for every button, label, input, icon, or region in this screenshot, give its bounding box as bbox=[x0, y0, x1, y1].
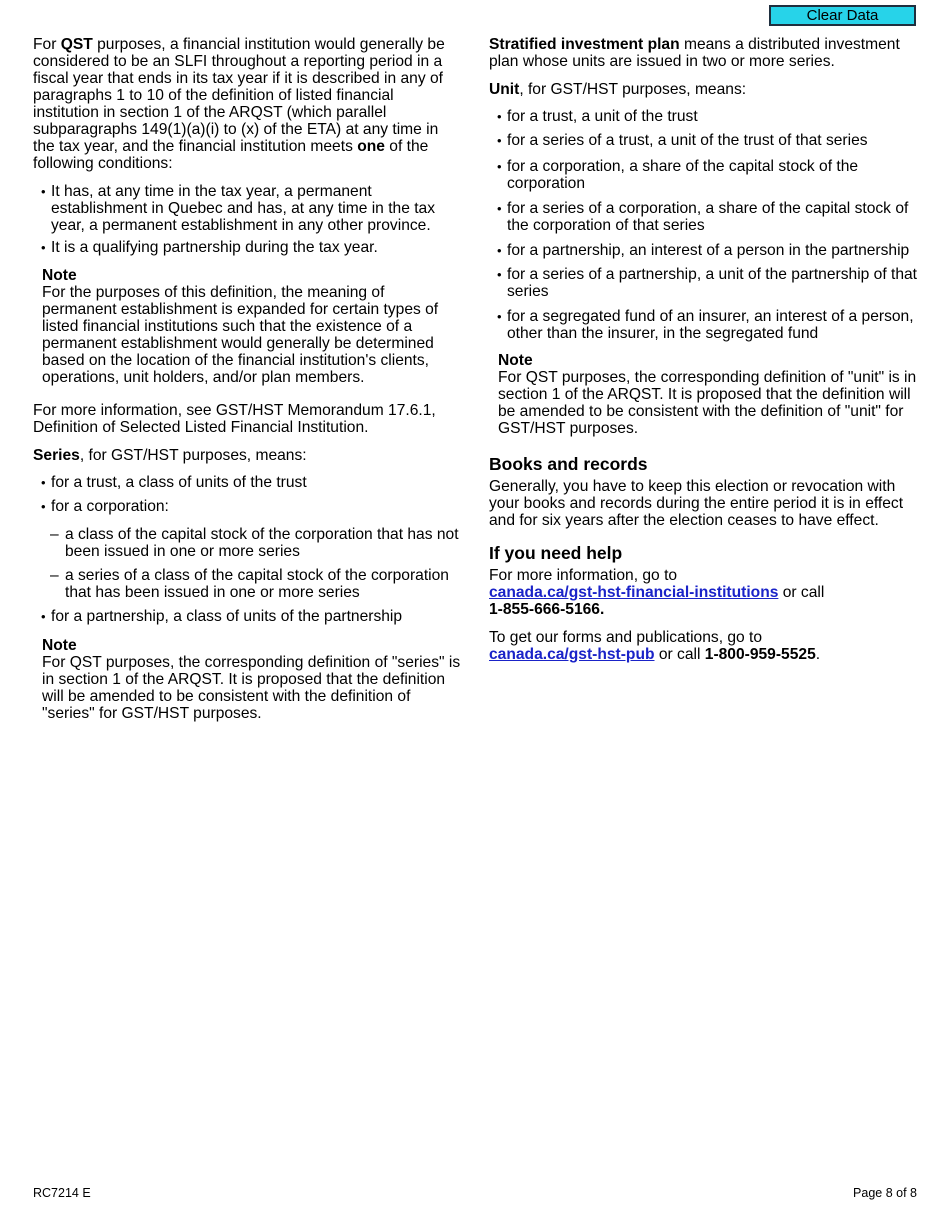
list-item: – a series of a class of the capital stock of the corporation that has been issued in one or more series bbox=[65, 567, 463, 601]
books-records-heading: Books and records bbox=[489, 454, 648, 474]
note-permanent-establishment bbox=[33, 267, 463, 386]
text: of the following conditions: bbox=[33, 138, 429, 172]
one-emphasis: one bbox=[357, 138, 385, 155]
series-sub-list bbox=[33, 526, 463, 601]
text: For bbox=[33, 36, 61, 53]
series-list bbox=[33, 474, 463, 515]
list-item: • for a trust, a unit of the trust bbox=[489, 108, 921, 125]
note-title: Note bbox=[42, 267, 77, 284]
list-item: • for a corporation, a share of the capital stock of the corporation bbox=[489, 158, 921, 192]
clear-data-button[interactable]: Clear Data bbox=[769, 5, 916, 26]
list-item: • for a series of a corporation, a share of the capital stock of the corporation of that series bbox=[489, 200, 921, 234]
more-info-paragraph: For more information, see GST/HST Memorandum 17.6.1, Definition of Selected Listed Financial Institution. bbox=[33, 402, 436, 436]
list-item: • It has, at any time in the tax year, a permanent establishment in Quebec and has, at any time in the tax year, a permanent establishment in any other province. bbox=[33, 183, 463, 234]
financial-institutions-link[interactable]: canada.ca/gst-hst-financial-institutions bbox=[489, 584, 779, 601]
note-body: For QST purposes, the corresponding definition of "unit" is in section 1 of the ARQST. It is proposed that the definition will be amended to be consistent with the definition of "unit" for GST/HST purposes. bbox=[498, 369, 917, 437]
note-body: For QST purposes, the corresponding definition of "series" is in section 1 of the ARQST. It is proposed that the definition will be amended to be consistent with the definition of "series" for GST/HST purposes. bbox=[42, 654, 461, 722]
list-item: • for a corporation: bbox=[33, 498, 463, 515]
note-title: Note bbox=[42, 637, 77, 654]
help-forms bbox=[489, 629, 921, 663]
list-item: • It is a qualifying partnership during the tax year. bbox=[33, 239, 463, 256]
text: . bbox=[815, 646, 821, 663]
unit-definition bbox=[489, 81, 921, 98]
list-item: • for a partnership, an interest of a person in the partnership bbox=[489, 242, 921, 259]
left-column bbox=[33, 36, 463, 722]
text: For more information, go to bbox=[489, 567, 678, 584]
note-unit bbox=[489, 352, 921, 437]
text: , for GST/HST purposes, means: bbox=[519, 81, 747, 98]
qst-term: QST bbox=[60, 36, 93, 53]
unit-list bbox=[489, 108, 921, 342]
phone-number: 1-800-959-5525 bbox=[704, 646, 816, 663]
note-body: For the purposes of this definition, the meaning of permanent establishment is expanded for certain types of listed financial institutions such that the existence of a permanent establishment would generally be determined based on the location of the financial institution's clients, operations, unit holders, and/or plan members. bbox=[42, 284, 439, 386]
text: purposes, a financial institution would generally be considered to be an SLFI throughout a reporting period in a fiscal year that ends in its tax year if it is described in any of paragraphs 1 to 10 of the definition of listed financial institution in section 1 of the ARQST (which parallel subparagraphs 149(1)(a)(i) to (x) of the ETA) at any time in the tax year, and the financial institution meets bbox=[33, 36, 445, 155]
text: To get our forms and publications, go to bbox=[489, 629, 763, 646]
stratified-definition bbox=[489, 36, 921, 70]
text: , for GST/HST purposes, means: bbox=[79, 447, 307, 464]
qst-definition-paragraph bbox=[33, 36, 463, 172]
series-definition bbox=[33, 447, 463, 464]
list-item: • for a series of a trust, a unit of the trust of that series bbox=[489, 132, 921, 149]
books-records-body: Generally, you have to keep this election or revocation with your books and records during the entire period it is in effect and for six years after the election ceases to have effect. bbox=[489, 478, 904, 529]
help-more-info bbox=[489, 567, 921, 618]
help-heading: If you need help bbox=[489, 543, 623, 563]
series-term: Series bbox=[33, 447, 80, 464]
list-item: • for a partnership, a class of units of the partnership bbox=[33, 608, 463, 625]
unit-term: Unit bbox=[489, 81, 520, 98]
gst-hst-pub-link[interactable]: canada.ca/gst-hst-pub bbox=[489, 646, 655, 663]
list-item: • for a segregated fund of an insurer, an interest of a person, other than the insurer, in the segregated fund bbox=[489, 308, 921, 342]
note-title: Note bbox=[498, 352, 533, 369]
stratified-term: Stratified investment plan bbox=[489, 36, 680, 53]
list-item: • for a series of a partnership, a unit of the partnership of that series bbox=[489, 266, 921, 300]
right-column bbox=[489, 36, 921, 663]
phone-number: 1-855-666-5166. bbox=[489, 601, 605, 618]
text: or call bbox=[778, 584, 825, 601]
text: or call bbox=[654, 646, 705, 663]
note-series bbox=[33, 637, 463, 722]
conditions-list bbox=[33, 183, 463, 256]
text: means a distributed investment plan whose units are issued in two or more series. bbox=[489, 36, 900, 70]
list-item: – a class of the capital stock of the corporation that has not been issued in one or more series bbox=[65, 526, 463, 560]
page-number: Page 8 of 8 bbox=[853, 1186, 917, 1200]
series-list-end bbox=[33, 608, 463, 625]
form-id: RC7214 E bbox=[33, 1186, 91, 1200]
list-item: • for a trust, a class of units of the trust bbox=[33, 474, 463, 491]
